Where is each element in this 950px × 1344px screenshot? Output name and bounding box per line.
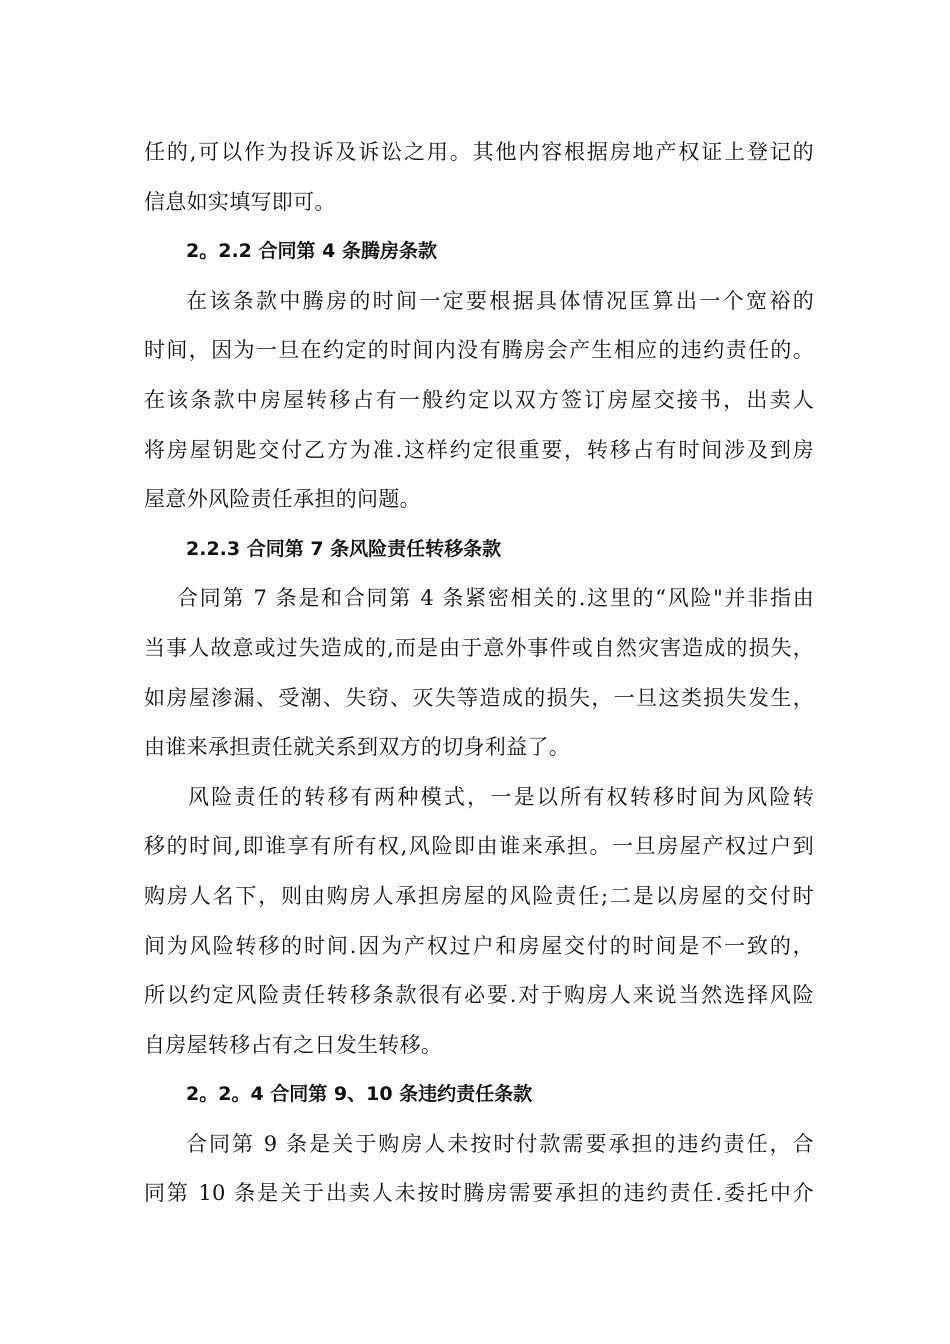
paragraph-line: 当事人故意或过失造成的,而是由于意外事件或自然灾害造成的损失， <box>144 635 814 660</box>
paragraph-line: 将房屋钥匙交付乙方为准.这样约定很重要，转移占有时间涉及到房 <box>144 437 814 462</box>
paragraph-line: 在该条款中房屋转移占有一般约定以双方签订房屋交接书，出卖人 <box>144 387 814 412</box>
paragraph-line: 购房人名下，则由购房人承担房屋的风险责任;二是以房屋的交付时 <box>144 883 814 908</box>
section-heading: 2。2.2 合同第 4 条腾房条款 <box>186 240 437 263</box>
document-body <box>144 128 814 1219</box>
paragraph <box>144 574 814 772</box>
paragraph-line: 合同第 9 条是关于购房人未按时付款需要承担的违约责任，合 <box>186 1131 814 1156</box>
paragraph-line: 屋意外风险责任承担的问题。 <box>144 487 421 512</box>
section-heading: 2.2.3 合同第 7 条风险责任转移条款 <box>186 537 502 560</box>
paragraph-line: 风险责任的转移有两种模式，一是以所有权转移时间为风险转 <box>188 784 814 809</box>
paragraph-line: 信息如实填写即可。 <box>144 189 336 214</box>
paragraph <box>144 773 814 1071</box>
paragraph-line: 移的时间,即谁享有所有权,风险即由谁来承担。一旦房屋产权过户到 <box>144 834 814 859</box>
paragraph-line: 时间，因为一旦在约定的时间内没有腾房会产生相应的违约责任的。 <box>144 338 814 363</box>
paragraph-line: 如房屋渗漏、受潮、失窃、灭失等造成的损失，一旦这类损失发生， <box>144 685 814 710</box>
paragraph-line: 同第 10 条是关于出卖人未按时腾房需要承担的违约责任.委托中介 <box>144 1181 814 1206</box>
paragraph <box>144 1120 814 1219</box>
section-heading: 2。2。4 合同第 9、10 条违约责任条款 <box>186 1083 533 1106</box>
paragraph-line: 自房屋转移占有之日发生转移。 <box>144 1032 443 1057</box>
paragraph-line: 所以约定风险责任转移条款很有必要.对于购房人来说当然选择风险 <box>144 983 814 1008</box>
paragraph-line: 由谁来承担责任就关系到双方的切身利益了。 <box>144 735 570 760</box>
paragraph-line: 任的,可以作为投诉及诉讼之用。其他内容根据房地产权证上登记的 <box>144 140 814 164</box>
paragraph <box>144 128 814 227</box>
paragraph-line: 间为风险转移的时间.因为产权过户和房屋交付的时间是不一致的， <box>144 933 814 958</box>
paragraph <box>144 277 814 525</box>
paragraph-line: 在该条款中腾房的时间一定要根据具体情况匡算出一个宽裕的 <box>186 288 814 313</box>
paragraph-line: 合同第 7 条是和合同第 4 条紧密相关的.这里的“风险"并非指由 <box>177 586 814 611</box>
